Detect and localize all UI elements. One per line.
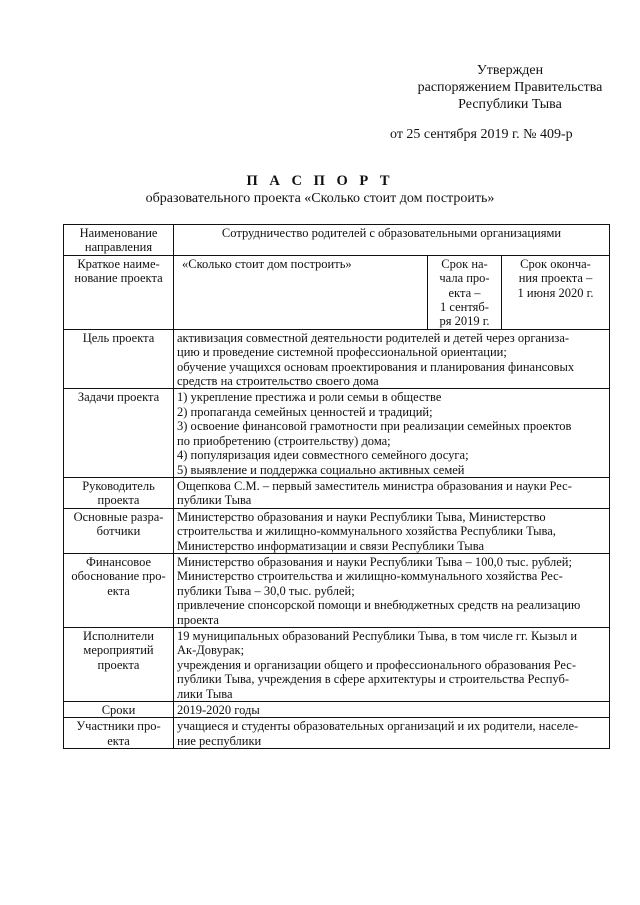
short-name-value: «Сколько стоит дом построить» bbox=[174, 255, 428, 329]
developers-line: Министерство образования и науки Республики Тыва, Министерство bbox=[177, 509, 546, 524]
finance-line: проекта bbox=[177, 612, 219, 627]
developers-label bbox=[64, 508, 174, 553]
task-line: по приобретению (строительству) дома; bbox=[177, 433, 391, 448]
label-line: екта bbox=[107, 583, 130, 598]
label-line: проекта bbox=[97, 657, 140, 672]
executors-line: публики Тыва, учреждения в сфере архитектуры и строительства Респуб- bbox=[177, 672, 570, 687]
label-line: мероприятий bbox=[83, 643, 154, 658]
task-line: 1) укрепление престижа и роли семьи в обществе bbox=[177, 390, 442, 405]
passport-table bbox=[63, 224, 610, 749]
executors-line: лики Тыва bbox=[177, 686, 233, 701]
tasks-label bbox=[64, 389, 174, 477]
direction-value: Сотрудничество родителей с образовательными организациями bbox=[174, 225, 610, 256]
goal-line: цию и проведение системной профессиональной ориентации; bbox=[177, 345, 507, 360]
order-date-number: от 25 сентября 2019 г. № 409-р bbox=[390, 127, 573, 142]
finance-line: публики Тыва – 30,0 тыс. рублей; bbox=[177, 583, 355, 598]
executors-value bbox=[174, 627, 610, 701]
goal-label bbox=[64, 329, 174, 389]
label-line: Исполнители bbox=[83, 628, 154, 643]
participants-line: ние республики bbox=[177, 733, 262, 748]
tasks-value bbox=[174, 389, 610, 477]
task-line: 3) освоение финансовой грамотности при реализации семейных проектов bbox=[177, 419, 572, 434]
terms-value: 2019-2020 годы bbox=[174, 702, 610, 718]
finance-value bbox=[174, 553, 610, 627]
row-short-name bbox=[64, 255, 610, 329]
row-developers bbox=[64, 508, 610, 553]
label-line: направления bbox=[84, 240, 153, 255]
goal-line: активизация совместной деятельности родителей и детей через организа- bbox=[177, 330, 570, 345]
label-line: проекта bbox=[97, 493, 140, 508]
executors-line: Ак-Довурак; bbox=[177, 643, 245, 658]
head-line: публики Тыва bbox=[177, 493, 252, 508]
terms-label bbox=[64, 702, 174, 718]
end-line: ния проекта – bbox=[518, 271, 593, 286]
developers-value bbox=[174, 508, 610, 553]
label-line: Краткое наиме- bbox=[77, 256, 160, 271]
approved-line: Утвержден bbox=[476, 63, 544, 78]
label-line: екта bbox=[107, 733, 130, 748]
document-title: П А С П О Р Т bbox=[246, 173, 394, 189]
start-line: ря 2019 г. bbox=[439, 314, 490, 329]
executors-label bbox=[64, 627, 174, 701]
task-line: 5) выявление и поддержка социально активных семей bbox=[177, 462, 465, 477]
approval-block bbox=[390, 62, 620, 142]
finance-label bbox=[64, 553, 174, 627]
row-direction bbox=[64, 225, 610, 256]
label-line: Наименование bbox=[79, 226, 158, 240]
direction-label bbox=[64, 225, 174, 256]
executors-line: учреждения и организации общего и профессионального образования Рес- bbox=[177, 657, 576, 672]
label-line: Руководитель bbox=[82, 478, 155, 493]
start-line: чала про- bbox=[439, 271, 490, 286]
executors-line: 19 муниципальных образований Республики Тыва, в том числе гг. Кызыл и bbox=[177, 628, 578, 643]
participants-label bbox=[64, 718, 174, 749]
start-line: екта – bbox=[448, 285, 481, 300]
head-label bbox=[64, 477, 174, 508]
republic-line: Республики Тыва bbox=[458, 97, 562, 112]
task-line: 2) пропаганда семейных ценностей и традиций; bbox=[177, 404, 433, 419]
label-line: Задачи проекта bbox=[77, 390, 160, 405]
row-terms bbox=[64, 702, 610, 718]
label-line: Основные разра- bbox=[73, 509, 164, 524]
row-finance bbox=[64, 553, 610, 627]
row-tasks bbox=[64, 389, 610, 477]
by-order-line: распоряжением Правительства bbox=[417, 80, 603, 95]
label-line: Цель проекта bbox=[82, 330, 155, 345]
short-name-label bbox=[64, 255, 174, 329]
row-head bbox=[64, 477, 610, 508]
head-line: Ощепкова С.М. – первый заместитель министра образования и науки Рес- bbox=[177, 478, 572, 493]
start-line: 1 сентяб- bbox=[440, 300, 489, 315]
developers-line: строительства и жилищно-коммунального хозяйства Республики Тыва, bbox=[177, 524, 556, 539]
finance-line: Министерство строительства и жилищно-коммунального хозяйства Рес- bbox=[177, 569, 563, 584]
row-participants bbox=[64, 718, 610, 749]
task-line: 4) популяризация идеи совместного семейного досуга; bbox=[177, 448, 469, 463]
end-line: Срок оконча- bbox=[520, 256, 591, 271]
label-line: Сроки bbox=[101, 703, 136, 717]
start-line: Срок на- bbox=[441, 256, 488, 271]
label-line: Участники про- bbox=[76, 719, 161, 734]
row-goal bbox=[64, 329, 610, 389]
developers-line: Министерство информатизации и связи Республики Тыва bbox=[177, 538, 484, 553]
label-line: Финансовое bbox=[85, 554, 152, 569]
row-executors bbox=[64, 627, 610, 701]
project-start bbox=[428, 255, 502, 329]
label-line: обоснование про- bbox=[71, 569, 166, 584]
finance-line: привлечение спонсорской помощи и внебюджетных средств на реализацию bbox=[177, 598, 581, 613]
label-line: нование проекта bbox=[74, 271, 163, 286]
document-subtitle: образовательного проекта «Сколько стоит дом построить» bbox=[145, 191, 495, 206]
finance-line: Министерство образования и науки Республики Тыва – 100,0 тыс. рублей; bbox=[177, 554, 572, 569]
project-end bbox=[502, 255, 610, 329]
goal-value bbox=[174, 329, 610, 389]
participants-value bbox=[174, 718, 610, 749]
goal-line: обучение учащихся основам проектирования и планирования финансовых bbox=[177, 359, 575, 374]
participants-line: учащиеся и студенты образовательных организаций и их родители, населе- bbox=[177, 719, 579, 734]
label-line: ботчики bbox=[96, 524, 141, 539]
end-line: 1 июня 2020 г. bbox=[517, 285, 594, 300]
head-value bbox=[174, 477, 610, 508]
goal-line: средств на строительство своего дома bbox=[177, 374, 379, 389]
